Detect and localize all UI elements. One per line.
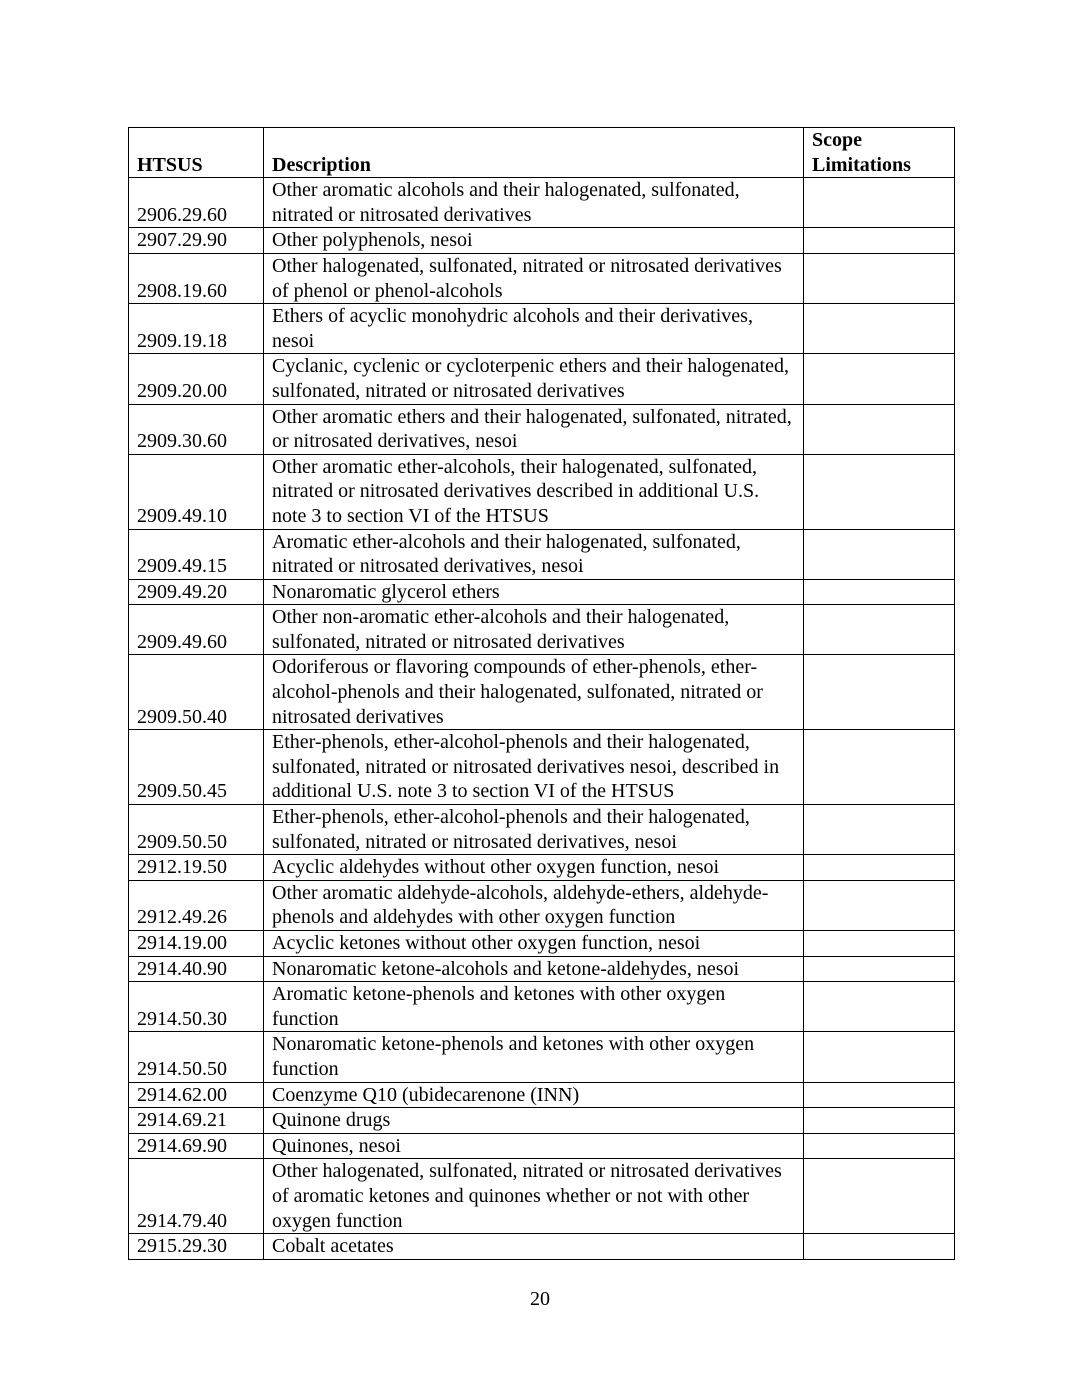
scope-limitations-cell — [804, 454, 955, 529]
scope-limitations-cell — [804, 931, 955, 957]
description-cell: Cobalt acetates — [264, 1234, 804, 1260]
htsus-code-cell: 2909.20.00 — [129, 354, 264, 404]
description-cell: Quinone drugs — [264, 1108, 804, 1134]
table-row — [129, 982, 955, 1032]
description-cell: Ether-phenols, ether-alcohol-phenols and their halogenated, sulfonated, nitrated or nitrosated derivatives, nesoi — [264, 805, 804, 855]
header-description: Description — [264, 128, 804, 178]
table-row — [129, 579, 955, 605]
description-cell: Acyclic ketones without other oxygen function, nesoi — [264, 931, 804, 957]
scope-limitations-cell — [804, 605, 955, 655]
scope-limitations-cell — [804, 404, 955, 454]
description-cell: Ether-phenols, ether-alcohol-phenols and their halogenated, sulfonated, nitrated or nitrosated derivatives nesoi, described in additional U.S. note 3 to section VI of the HTSUS — [264, 730, 804, 805]
table-row — [129, 529, 955, 579]
table-row — [129, 1108, 955, 1134]
htsus-code-cell: 2909.49.60 — [129, 605, 264, 655]
description-cell: Nonaromatic ketone-phenols and ketones with other oxygen function — [264, 1032, 804, 1082]
htsus-code-cell: 2909.49.15 — [129, 529, 264, 579]
htsus-code-cell: 2909.49.20 — [129, 579, 264, 605]
description-cell: Cyclanic, cyclenic or cycloterpenic ethers and their halogenated, sulfonated, nitrated or nitrosated derivatives — [264, 354, 804, 404]
description-cell: Odoriferous or flavoring compounds of ether-phenols, ether-alcohol-phenols and their halogenated, sulfonated, nitrated or nitrosated derivatives — [264, 655, 804, 730]
htsus-code-cell: 2915.29.30 — [129, 1234, 264, 1260]
htsus-code-cell: 2912.49.26 — [129, 880, 264, 930]
htsus-code-cell: 2908.19.60 — [129, 253, 264, 303]
description-cell: Ethers of acyclic monohydric alcohols and their derivatives, nesoi — [264, 304, 804, 354]
description-cell: Aromatic ketone-phenols and ketones with other oxygen function — [264, 982, 804, 1032]
htsus-code-cell: 2909.50.40 — [129, 655, 264, 730]
description-cell: Nonaromatic ketone-alcohols and ketone-aldehydes, nesoi — [264, 956, 804, 982]
htsus-code-cell: 2912.19.50 — [129, 855, 264, 881]
scope-limitations-cell — [804, 855, 955, 881]
header-htsus: HTSUS — [129, 128, 264, 178]
scope-limitations-cell — [804, 805, 955, 855]
table-row — [129, 1159, 955, 1234]
scope-limitations-cell — [804, 880, 955, 930]
scope-limitations-cell — [804, 1108, 955, 1134]
scope-limitations-cell — [804, 982, 955, 1032]
description-cell: Other halogenated, sulfonated, nitrated or nitrosated derivatives of phenol or phenol-alcohols — [264, 253, 804, 303]
scope-limitations-cell — [804, 228, 955, 254]
scope-limitations-cell — [804, 1133, 955, 1159]
htsus-code-cell: 2906.29.60 — [129, 178, 264, 228]
scope-limitations-cell — [804, 1032, 955, 1082]
table-row — [129, 931, 955, 957]
htsus-code-cell: 2914.69.90 — [129, 1133, 264, 1159]
table-row — [129, 454, 955, 529]
htsus-code-cell: 2914.19.00 — [129, 931, 264, 957]
table-row — [129, 1082, 955, 1108]
description-cell: Other aromatic alcohols and their halogenated, sulfonated, nitrated or nitrosated derivatives — [264, 178, 804, 228]
table-row — [129, 605, 955, 655]
page-number: 20 — [530, 1288, 550, 1310]
scope-limitations-cell — [804, 354, 955, 404]
table-row — [129, 304, 955, 354]
scope-limitations-cell — [804, 304, 955, 354]
description-cell: Acyclic aldehydes without other oxygen function, nesoi — [264, 855, 804, 881]
scope-limitations-cell — [804, 253, 955, 303]
table-row — [129, 1234, 955, 1260]
htsus-code-cell: 2909.49.10 — [129, 454, 264, 529]
htsus-code-cell: 2907.29.90 — [129, 228, 264, 254]
table-row — [129, 354, 955, 404]
htsus-code-cell: 2914.50.30 — [129, 982, 264, 1032]
table-row — [129, 855, 955, 881]
table-row — [129, 880, 955, 930]
htsus-table — [128, 127, 955, 1260]
description-cell: Other aromatic ethers and their halogenated, sulfonated, nitrated, or nitrosated derivatives, nesoi — [264, 404, 804, 454]
htsus-code-cell: 2914.79.40 — [129, 1159, 264, 1234]
description-cell: Aromatic ether-alcohols and their halogenated, sulfonated, nitrated or nitrosated derivatives, nesoi — [264, 529, 804, 579]
scope-limitations-cell — [804, 730, 955, 805]
table-row — [129, 655, 955, 730]
table-row — [129, 805, 955, 855]
scope-limitations-cell — [804, 1234, 955, 1260]
scope-limitations-cell — [804, 956, 955, 982]
table-row — [129, 1133, 955, 1159]
scope-limitations-cell — [804, 529, 955, 579]
scope-limitations-cell — [804, 579, 955, 605]
table-row — [129, 1032, 955, 1082]
htsus-code-cell: 2914.40.90 — [129, 956, 264, 982]
htsus-code-cell: 2914.50.50 — [129, 1032, 264, 1082]
table-row — [129, 956, 955, 982]
scope-limitations-cell — [804, 178, 955, 228]
table-row — [129, 228, 955, 254]
htsus-code-cell: 2914.62.00 — [129, 1082, 264, 1108]
table-header-row — [129, 128, 955, 178]
scope-limitations-cell — [804, 1159, 955, 1234]
description-cell: Other halogenated, sulfonated, nitrated or nitrosated derivatives of aromatic ketones and quinones whether or not with other oxygen function — [264, 1159, 804, 1234]
description-cell: Other polyphenols, nesoi — [264, 228, 804, 254]
table-row — [129, 730, 955, 805]
htsus-code-cell: 2909.50.45 — [129, 730, 264, 805]
description-cell: Coenzyme Q10 (ubidecarenone (INN) — [264, 1082, 804, 1108]
description-cell: Nonaromatic glycerol ethers — [264, 579, 804, 605]
htsus-code-cell: 2909.50.50 — [129, 805, 264, 855]
table-body — [129, 178, 955, 1260]
table-row — [129, 178, 955, 228]
header-scope-limitations: Scope Limitations — [804, 128, 955, 178]
scope-limitations-cell — [804, 1082, 955, 1108]
table-row — [129, 253, 955, 303]
scope-limitations-cell — [804, 655, 955, 730]
htsus-code-cell: 2909.19.18 — [129, 304, 264, 354]
description-cell: Quinones, nesoi — [264, 1133, 804, 1159]
description-cell: Other aromatic aldehyde-alcohols, aldehyde-ethers, aldehyde-phenols and aldehydes with other oxygen function — [264, 880, 804, 930]
description-cell: Other non-aromatic ether-alcohols and their halogenated, sulfonated, nitrated or nitrosated derivatives — [264, 605, 804, 655]
htsus-code-cell: 2909.30.60 — [129, 404, 264, 454]
htsus-code-cell: 2914.69.21 — [129, 1108, 264, 1134]
table-row — [129, 404, 955, 454]
description-cell: Other aromatic ether-alcohols, their halogenated, sulfonated, nitrated or nitrosated derivatives described in additional U.S. note 3 to section VI of the HTSUS — [264, 454, 804, 529]
